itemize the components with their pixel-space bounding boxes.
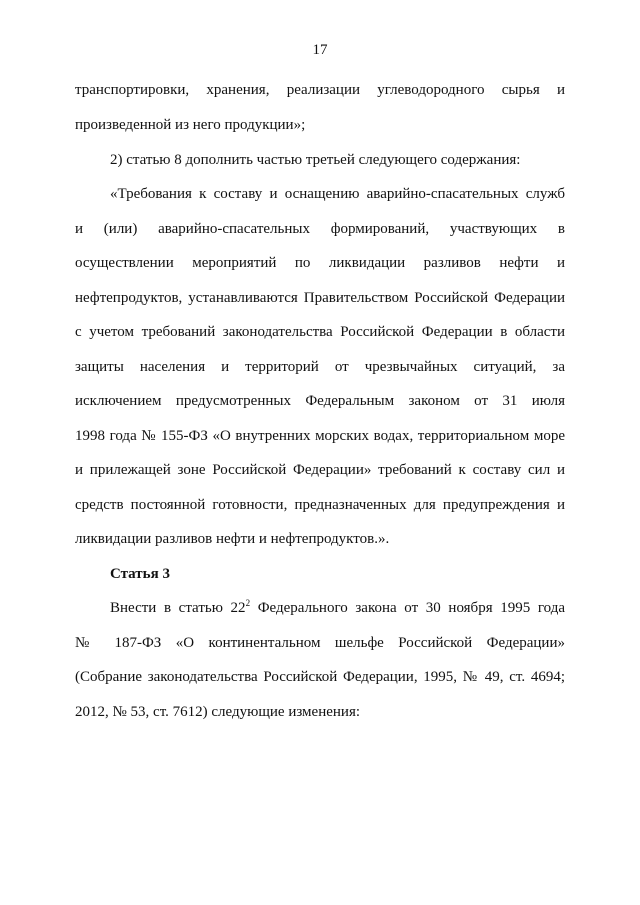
text-line: исключением предусмотренных Федеральным законом от 31 июля: [75, 393, 565, 409]
text-line: с учетом требований законодательства Российской Федерации в области: [75, 324, 565, 340]
text-line: 2) статью 8 дополнить частью третьей следующего содержания:: [110, 152, 521, 168]
text-segment: Внести в статью 22: [110, 600, 246, 616]
text-line: осуществлении мероприятий по ликвидации разливов нефти и: [75, 255, 565, 271]
superscript: 2: [245, 598, 251, 608]
text-line: (Собрание законодательства Российской Федерации, 1995, № 49, ст. 4694;: [75, 669, 565, 685]
text-line: № 187-ФЗ «О континентальном шельфе Российской Федерации»: [75, 635, 565, 651]
text-line: и (или) аварийно-спасательных формирований, участвующих в: [75, 221, 565, 237]
text-line: и прилежащей зоне Российской Федерации» требований к составу сил и: [75, 462, 565, 478]
text-line: средств постоянной готовности, предназначенных для предупреждения и: [75, 497, 565, 513]
page-number: 17: [312, 42, 328, 58]
text-line: [110, 598, 565, 618]
text-segment: Федерального закона от 30 ноября 1995 года: [250, 600, 565, 616]
text-line: транспортировки, хранения, реализации углеводородного сырья и: [75, 82, 565, 98]
text-line: нефтепродуктов, устанавливаются Правительством Российской Федерации: [75, 290, 565, 306]
text-line: произведенной из него продукции»;: [75, 117, 306, 133]
text-line: 2012, № 53, ст. 7612) следующие изменения:: [75, 704, 361, 720]
article-heading: Статья 3: [110, 566, 170, 582]
text-line: 1998 года № 155-ФЗ «О внутренних морских водах, территориальном море: [75, 428, 565, 444]
text-line: ликвидации разливов нефти и нефтепродуктов.».: [75, 531, 390, 547]
text-line: «Требования к составу и оснащению аварийно-спасательных служб: [110, 186, 565, 202]
text-line: защиты населения и территорий от чрезвычайных ситуаций, за: [75, 359, 565, 375]
